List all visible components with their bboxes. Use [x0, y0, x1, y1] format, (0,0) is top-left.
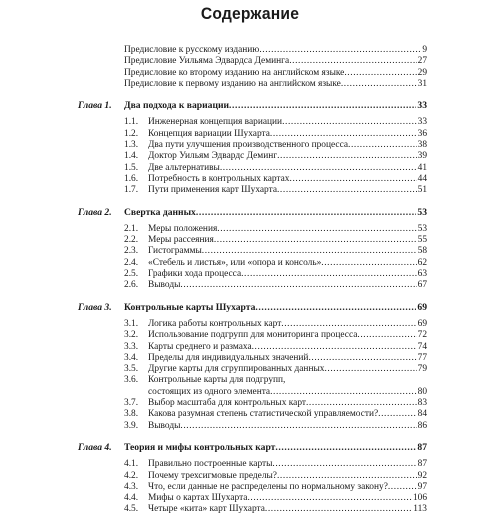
section-entry[interactable]: [0, 421, 500, 432]
entry-title: Теория и мифы контрольных карт: [124, 441, 276, 453]
section-number: 3.3.: [124, 341, 139, 352]
page-number: 31: [417, 78, 427, 89]
section-number: 3.6.: [124, 375, 139, 386]
section-number: 4.3.: [124, 481, 139, 492]
page-number: 63: [417, 269, 427, 280]
page-number: 83: [417, 398, 427, 409]
page-number: 92: [417, 470, 427, 481]
dot-leader: [220, 163, 427, 174]
section-entry[interactable]: [0, 459, 500, 470]
dot-leader: [196, 207, 427, 218]
entry-title: Пути применения карт Шухарта: [148, 185, 277, 196]
section-number: 1.7.: [124, 185, 139, 196]
spacer: [0, 432, 500, 442]
dot-leader: [270, 129, 427, 140]
entry-title: Предисловие ко второму изданию на английском языке: [124, 67, 345, 78]
dot-leader: [180, 280, 427, 291]
chapter-entry[interactable]: [0, 442, 500, 453]
entry-leader: [148, 459, 427, 470]
section-number: 1.2.: [124, 128, 139, 139]
chapter-label: Глава 4.: [78, 441, 112, 453]
entry-title: Пределы для индивидуальных значений: [148, 352, 309, 363]
entry-leader: [148, 185, 427, 196]
entry-title: Использование подгрупп для мониторинга процесса: [148, 330, 358, 341]
entry-title: Что, если данные не распределены по нормальному закону?: [148, 481, 388, 492]
entry-leader: [124, 68, 427, 79]
section-entry[interactable]: [0, 117, 500, 128]
dot-leader: [277, 185, 427, 196]
dot-leader: [348, 140, 427, 151]
preface-entry[interactable]: [0, 79, 500, 90]
dot-leader: [324, 364, 427, 375]
section-number: 2.2.: [124, 235, 139, 246]
entry-title: «Стебель и листья», или «опора и консоль»: [148, 257, 322, 268]
dot-leader: [270, 387, 427, 398]
section-number: 1.3.: [124, 140, 139, 151]
section-entry[interactable]: [0, 151, 500, 162]
spacer: [0, 197, 500, 207]
entry-leader: [148, 224, 427, 235]
entry-leader: [148, 163, 427, 174]
dot-leader: [306, 398, 427, 409]
chapter-label: Глава 2.: [78, 206, 112, 218]
page-number: 53: [417, 206, 427, 218]
section-number: 4.1.: [124, 459, 139, 470]
dot-leader: [217, 224, 427, 235]
dot-leader: [241, 269, 427, 280]
section-entry[interactable]: [0, 246, 500, 257]
page-number: 69: [417, 301, 427, 313]
dot-leader: [277, 471, 427, 482]
page-title: Содержание: [200, 4, 300, 23]
chapter-entry[interactable]: [0, 302, 500, 313]
dot-leader: [275, 442, 427, 453]
section-number: 4.2.: [124, 470, 139, 481]
dot-leader: [265, 504, 427, 515]
page-number: 79: [417, 364, 427, 375]
entry-title: Правильно построенные карты: [148, 459, 273, 470]
entry-leader: [148, 129, 427, 140]
section-number: 3.1.: [124, 318, 139, 329]
section-entry[interactable]: [0, 258, 500, 269]
entry-leader: [148, 421, 427, 432]
entry-title: Два пути улучшения производственного процесса: [148, 140, 349, 151]
entry-title: Графики хода процесса: [148, 269, 242, 280]
entry-leader: [148, 493, 427, 504]
entry-leader: [148, 140, 427, 151]
page-number: 87: [417, 441, 427, 453]
spacer: [0, 90, 500, 100]
page-number: 44: [417, 173, 427, 184]
entry-leader: [148, 235, 427, 246]
entry-title: Инженерная концепция вариации: [148, 117, 283, 128]
entry-leader: [148, 330, 427, 341]
entry-title: Потребность в контрольных картах: [148, 173, 290, 184]
chapter-entry[interactable]: [0, 100, 500, 111]
dot-leader: [289, 56, 427, 67]
page-number: 72: [417, 330, 427, 341]
section-entry[interactable]: [0, 364, 500, 375]
entry-title: Выводы: [148, 280, 181, 291]
page-number: 97: [417, 481, 427, 492]
page-number: 41: [417, 162, 427, 173]
entry-title: Концепция вариации Шухарта: [148, 128, 270, 139]
chapter-label: Глава 1.: [78, 100, 112, 112]
section-entry[interactable]: [0, 330, 500, 341]
page-number: 77: [417, 352, 427, 363]
page-number: 86: [417, 420, 427, 431]
preface-entry[interactable]: [0, 56, 500, 67]
entry-title: Доктор Уильям Эдвардс Деминг: [148, 151, 278, 162]
dot-leader: [281, 319, 427, 330]
dot-leader: [277, 151, 427, 162]
chapter-entry[interactable]: [0, 207, 500, 218]
entry-leader: [148, 319, 427, 330]
entry-title: Предисловие к русскому изданию: [124, 45, 260, 55]
dot-leader: [252, 342, 427, 353]
entry-title: Меры положения: [148, 223, 218, 234]
section-number: 3.5.: [124, 364, 139, 375]
section-entry[interactable]: [0, 504, 500, 515]
page-number: 38: [417, 140, 427, 151]
entry-title: Предисловие Уильяма Эдвардса Деминга: [124, 56, 290, 67]
page-number: 39: [417, 151, 427, 162]
dot-leader: [255, 302, 427, 313]
section-entry[interactable]: [0, 163, 500, 174]
section-number: 2.1.: [124, 223, 139, 234]
section-entry[interactable]: [0, 174, 500, 185]
entry-leader: [148, 504, 427, 515]
section-entry[interactable]: [0, 493, 500, 504]
entry-leader: [148, 482, 427, 493]
section-entry[interactable]: [0, 319, 500, 330]
entry-leader: [124, 100, 427, 111]
section-entry[interactable]: [0, 471, 500, 482]
page-number: 62: [417, 257, 427, 268]
dot-leader: [308, 353, 427, 364]
section-entry[interactable]: [0, 342, 500, 353]
entry-title: Контрольные карты для подгрупп,: [148, 375, 286, 386]
dot-leader: [290, 174, 428, 185]
section-number: 1.6.: [124, 173, 139, 184]
entry-title: Меры рассеяния: [148, 235, 214, 246]
entry-title: состоящих из одного элемента: [148, 386, 271, 397]
page-number: 29: [417, 67, 427, 78]
entry-leader: [148, 174, 427, 185]
page-number: 9: [422, 45, 427, 55]
dot-leader: [272, 459, 427, 470]
page-number: 51: [417, 185, 427, 196]
section-entry[interactable]: [0, 269, 500, 280]
dot-leader: [229, 100, 427, 111]
page-number: 69: [417, 318, 427, 329]
dot-leader: [214, 235, 427, 246]
preface-entry[interactable]: [0, 68, 500, 79]
section-entry[interactable]: [0, 353, 500, 364]
entry-title: Гистограммы: [148, 246, 202, 257]
section-entry[interactable]: [0, 185, 500, 196]
entry-leader: [124, 442, 427, 453]
table-of-contents: [0, 45, 500, 516]
entry-title: Предисловие к первому изданию на английском языке: [124, 78, 341, 89]
entry-title: Выводы: [148, 420, 181, 431]
entry-title: Мифы о картах Шухарта: [148, 493, 248, 504]
dot-leader: [259, 45, 427, 56]
entry-title: Две альтернативы: [148, 162, 220, 173]
dot-leader: [344, 68, 427, 79]
entry-title: Карты среднего и размаха: [148, 341, 252, 352]
entry-leader: [148, 387, 427, 398]
chapter-label: Глава 3.: [78, 301, 112, 313]
page-number: 80: [417, 386, 427, 397]
dot-leader: [247, 493, 427, 504]
entry-leader: [148, 471, 427, 482]
entry-leader: [148, 342, 427, 353]
page-number: 87: [417, 459, 427, 470]
section-number: 3.9.: [124, 420, 139, 431]
entry-leader: [124, 302, 427, 313]
preface-entry[interactable]: [0, 45, 500, 56]
section-entry[interactable]: [0, 280, 500, 291]
entry-leader: [148, 117, 427, 128]
entry-title: Свертка данных: [124, 206, 196, 218]
entry-title: Почему трехсигмовые пределы?: [148, 470, 277, 481]
entry-title: Два подхода к вариации: [124, 100, 230, 112]
section-entry[interactable]: [0, 224, 500, 235]
entry-title: Контрольные карты Шухарта: [124, 301, 256, 313]
section-number: 3.8.: [124, 409, 139, 420]
entry-leader: [124, 56, 427, 67]
entry-leader: [148, 269, 427, 280]
entry-leader: [124, 79, 427, 90]
page-number: 33: [417, 117, 427, 128]
section-number: 1.4.: [124, 151, 139, 162]
page-number: 53: [417, 223, 427, 234]
entry-leader: [148, 258, 427, 269]
section-number: 4.4.: [124, 493, 139, 504]
entry-title: Логика работы контрольных карт: [148, 318, 282, 329]
page-number: 58: [417, 246, 427, 257]
section-entry[interactable]: [0, 398, 500, 409]
section-number: 1.5.: [124, 162, 139, 173]
page-number: 67: [417, 280, 427, 291]
section-entry[interactable]: [0, 375, 500, 386]
entry-leader: [148, 409, 427, 420]
section-number: 3.2.: [124, 330, 139, 341]
section-number: 2.3.: [124, 246, 139, 257]
section-number: 3.4.: [124, 352, 139, 363]
entry-title: Выбор масштаба для контрольных карт: [148, 398, 306, 409]
page-number: 106: [412, 493, 427, 504]
page-number: 74: [417, 341, 427, 352]
dot-leader: [321, 258, 427, 269]
entry-leader: [148, 364, 427, 375]
section-number: 4.5.: [124, 504, 139, 515]
entry-leader: [124, 207, 427, 218]
entry-title: Какова разумная степень статистической управляемости?: [148, 409, 379, 420]
section-entry[interactable]: [0, 235, 500, 246]
entry-leader: [124, 45, 427, 56]
page-number: 55: [417, 235, 427, 246]
page-number: 33: [417, 100, 427, 112]
spacer: [0, 292, 500, 302]
section-entry[interactable]: [0, 409, 500, 420]
section-entry-continued[interactable]: [0, 387, 500, 398]
page-number: 113: [413, 504, 427, 515]
section-entry[interactable]: [0, 129, 500, 140]
section-number: 2.4.: [124, 257, 139, 268]
dot-leader: [341, 79, 427, 90]
section-number: 3.7.: [124, 398, 139, 409]
entry-leader: [148, 353, 427, 364]
dot-leader: [202, 246, 427, 257]
section-number: 1.1.: [124, 117, 139, 128]
entry-leader: [148, 280, 427, 291]
page-number: 84: [417, 409, 427, 420]
section-entry[interactable]: [0, 482, 500, 493]
section-entry[interactable]: [0, 140, 500, 151]
entry-leader: [148, 151, 427, 162]
entry-title: Другие карты для сгруппированных данных: [148, 364, 325, 375]
dot-leader: [282, 117, 427, 128]
entry-leader: [148, 246, 427, 257]
entry-leader: [148, 398, 427, 409]
page-number: 27: [417, 56, 427, 67]
page-number: 36: [417, 128, 427, 139]
entry-title: Четыре «кита» карт Шухарта: [148, 504, 265, 515]
section-number: 2.5.: [124, 269, 139, 280]
dot-leader: [180, 421, 427, 432]
section-number: 2.6.: [124, 280, 139, 291]
